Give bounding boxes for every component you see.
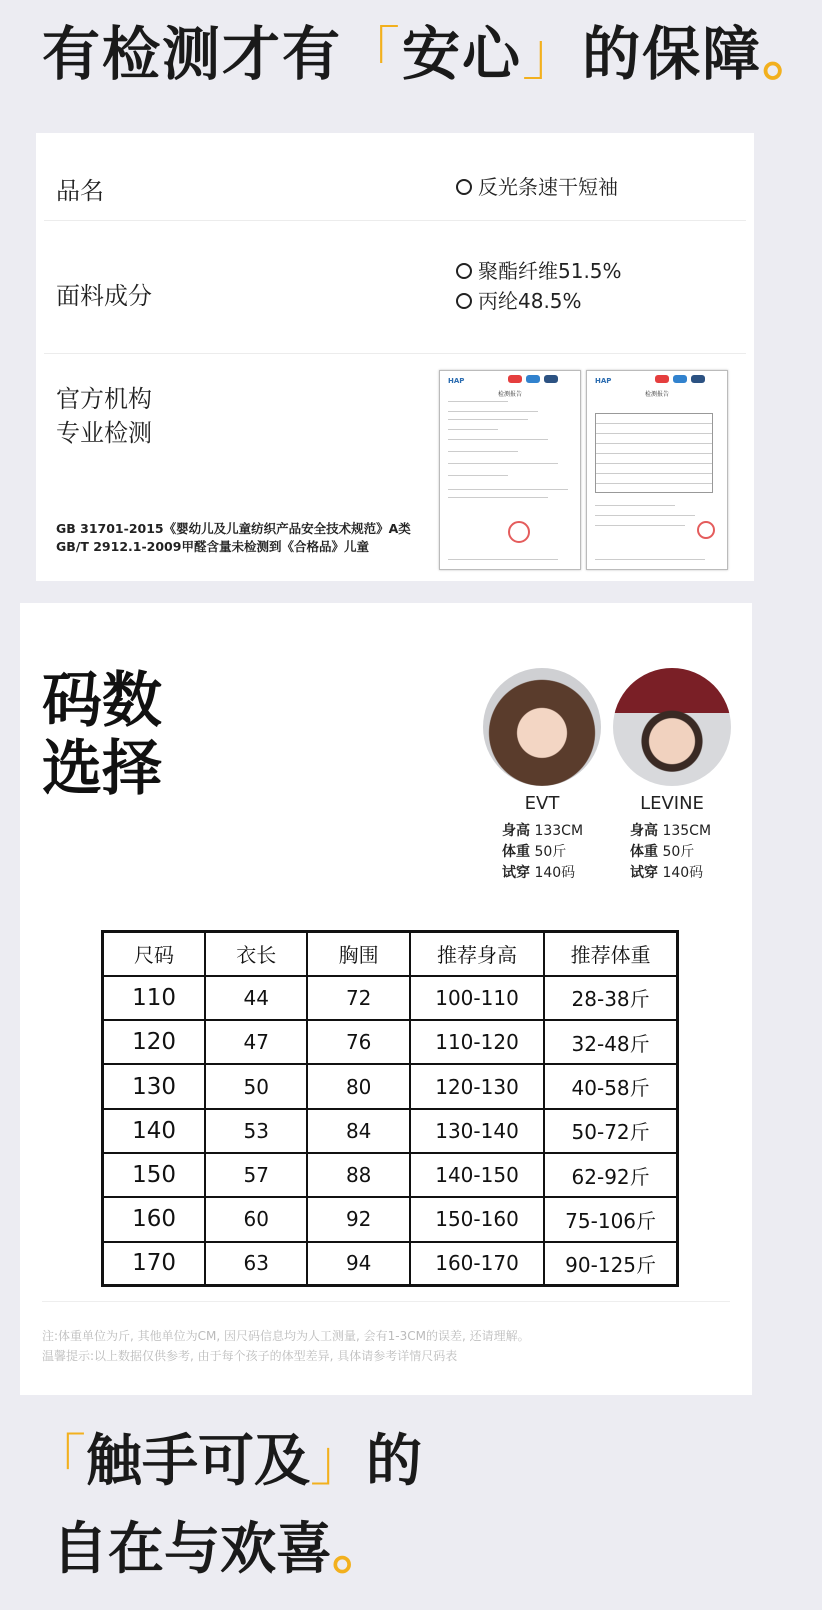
footer-slogan: 「触手可及」的 自在与欢喜。 bbox=[30, 1429, 422, 1582]
report-line bbox=[448, 419, 528, 420]
table-cell: 50 bbox=[205, 1064, 307, 1108]
report-line bbox=[595, 515, 695, 516]
table-cell: 88 bbox=[307, 1153, 409, 1197]
report-line bbox=[448, 401, 508, 402]
divider bbox=[42, 1301, 730, 1302]
product-info-card bbox=[36, 133, 754, 581]
circle-icon bbox=[456, 293, 472, 309]
model-stats: 身高 133CM 体重 50斤 试穿 140码 bbox=[502, 823, 584, 881]
size-note: 注:体重单位为斤, 其他单位为CM, 因尺码信息均为人工测量, 会有1-3CM的误差, 还请理解。 bbox=[42, 1329, 530, 1343]
table-cell: 72 bbox=[307, 976, 409, 1020]
table-cell: 92 bbox=[307, 1197, 409, 1241]
report-logo: HAP bbox=[595, 377, 612, 385]
seal-stamp bbox=[508, 521, 530, 543]
report-badge bbox=[526, 375, 540, 383]
fabric-label: 面料成分 bbox=[56, 282, 152, 310]
table-cell: 40-58斤 bbox=[544, 1064, 677, 1108]
title-highlight: 安心 bbox=[402, 20, 523, 88]
report-line bbox=[448, 411, 538, 412]
table-cell: 130-140 bbox=[410, 1109, 544, 1153]
seal-stamp bbox=[697, 521, 715, 539]
size-table bbox=[101, 930, 679, 1287]
report-line bbox=[595, 559, 705, 560]
org-label-2: 专业检测 bbox=[56, 419, 152, 447]
divider bbox=[44, 353, 746, 354]
size-title: 码数 选择 bbox=[42, 666, 162, 804]
report-badge bbox=[508, 375, 522, 383]
report-title: 检测报告 bbox=[497, 391, 522, 398]
column-header: 推荐体重 bbox=[544, 932, 677, 976]
table-row bbox=[103, 1064, 678, 1108]
table-cell: 60 bbox=[205, 1197, 307, 1241]
model-photo-evt bbox=[483, 668, 601, 786]
report-line bbox=[595, 505, 675, 506]
report-line bbox=[448, 429, 498, 430]
model-stats: 身高 135CM 体重 50斤 试穿 140码 bbox=[630, 823, 712, 881]
column-header: 尺码 bbox=[103, 932, 206, 976]
column-header: 推荐身高 bbox=[410, 932, 544, 976]
table-cell: 120 bbox=[103, 1020, 206, 1064]
report-line bbox=[448, 559, 558, 560]
name-value: 反光条速干短袖 bbox=[456, 171, 618, 200]
table-cell: 140-150 bbox=[410, 1153, 544, 1197]
report-badge bbox=[544, 375, 558, 383]
report-badge bbox=[691, 375, 705, 383]
standard-text-1: GB 31701-2015《婴幼儿及儿童纺织产品安全技术规范》A类 bbox=[56, 521, 411, 536]
report-line bbox=[448, 463, 558, 464]
table-cell: 100-110 bbox=[410, 976, 544, 1020]
divider bbox=[44, 220, 746, 221]
table-row bbox=[103, 1109, 678, 1153]
table-cell: 90-125斤 bbox=[544, 1242, 677, 1286]
report-badge bbox=[655, 375, 669, 383]
model-name: EVT bbox=[524, 793, 560, 814]
table-cell: 110-120 bbox=[410, 1020, 544, 1064]
report-logo: HAP bbox=[448, 377, 465, 385]
table-cell: 63 bbox=[205, 1242, 307, 1286]
table-header-row bbox=[103, 932, 678, 976]
table-cell: 28-38斤 bbox=[544, 976, 677, 1020]
circle-icon bbox=[456, 263, 472, 279]
report-line bbox=[595, 525, 685, 526]
table-cell: 53 bbox=[205, 1109, 307, 1153]
table-cell: 160-170 bbox=[410, 1242, 544, 1286]
table-row bbox=[103, 976, 678, 1020]
model-photo-levine bbox=[613, 668, 731, 786]
model-name: LEVINE bbox=[640, 793, 704, 814]
report-line bbox=[448, 497, 548, 498]
title-tail: 的保障 bbox=[582, 20, 763, 88]
size-tip: 温馨提示:以上数据仅供参考, 由于每个孩子的体型差异, 具体请参考详情尺码表 bbox=[42, 1349, 458, 1363]
org-label-1: 官方机构 bbox=[56, 385, 152, 413]
title-text: 有检测才有 bbox=[42, 20, 343, 88]
table-row bbox=[103, 1197, 678, 1241]
size-card bbox=[20, 603, 752, 1395]
table-cell: 47 bbox=[205, 1020, 307, 1064]
table-cell: 84 bbox=[307, 1109, 409, 1153]
table-cell: 140 bbox=[103, 1109, 206, 1153]
table-row bbox=[103, 1020, 678, 1064]
page-title bbox=[42, 14, 822, 94]
report-line bbox=[448, 439, 548, 440]
table-cell: 170 bbox=[103, 1242, 206, 1286]
report-line bbox=[448, 489, 568, 490]
table-cell: 57 bbox=[205, 1153, 307, 1197]
table-cell: 110 bbox=[103, 976, 206, 1020]
report-title: 检测报告 bbox=[644, 391, 669, 398]
table-cell: 32-48斤 bbox=[544, 1020, 677, 1064]
standard-text-2: GB/T 2912.1-2009甲醛含量未检测到《合格品》儿童 bbox=[56, 539, 369, 554]
bracket-open: 「 bbox=[342, 20, 403, 88]
report-line bbox=[448, 475, 508, 476]
column-header: 衣长 bbox=[205, 932, 307, 976]
table-row bbox=[103, 1153, 678, 1197]
title-dot: 。 bbox=[762, 20, 822, 88]
report-badge bbox=[673, 375, 687, 383]
bracket-close: 」 bbox=[522, 20, 583, 88]
table-cell: 50-72斤 bbox=[544, 1109, 677, 1153]
name-label: 品名 bbox=[56, 177, 104, 205]
table-cell: 44 bbox=[205, 976, 307, 1020]
fabric-item-2: 丙纶48.5% bbox=[456, 285, 582, 314]
table-cell: 75-106斤 bbox=[544, 1197, 677, 1241]
table-row bbox=[103, 1242, 678, 1286]
table-cell: 150 bbox=[103, 1153, 206, 1197]
table-cell: 94 bbox=[307, 1242, 409, 1286]
table-cell: 130 bbox=[103, 1064, 206, 1108]
report-line bbox=[448, 451, 518, 452]
table-cell: 120-130 bbox=[410, 1064, 544, 1108]
table-cell: 160 bbox=[103, 1197, 206, 1241]
table-cell: 76 bbox=[307, 1020, 409, 1064]
column-header: 胸围 bbox=[307, 932, 409, 976]
fabric-item-1: 聚酯纤维51.5% bbox=[456, 255, 622, 284]
test-report-image-1 bbox=[439, 370, 581, 570]
table-cell: 80 bbox=[307, 1064, 409, 1108]
report-table bbox=[595, 413, 713, 493]
test-report-image-2 bbox=[586, 370, 728, 570]
circle-icon bbox=[456, 179, 472, 195]
table-cell: 150-160 bbox=[410, 1197, 544, 1241]
table-cell: 62-92斤 bbox=[544, 1153, 677, 1197]
